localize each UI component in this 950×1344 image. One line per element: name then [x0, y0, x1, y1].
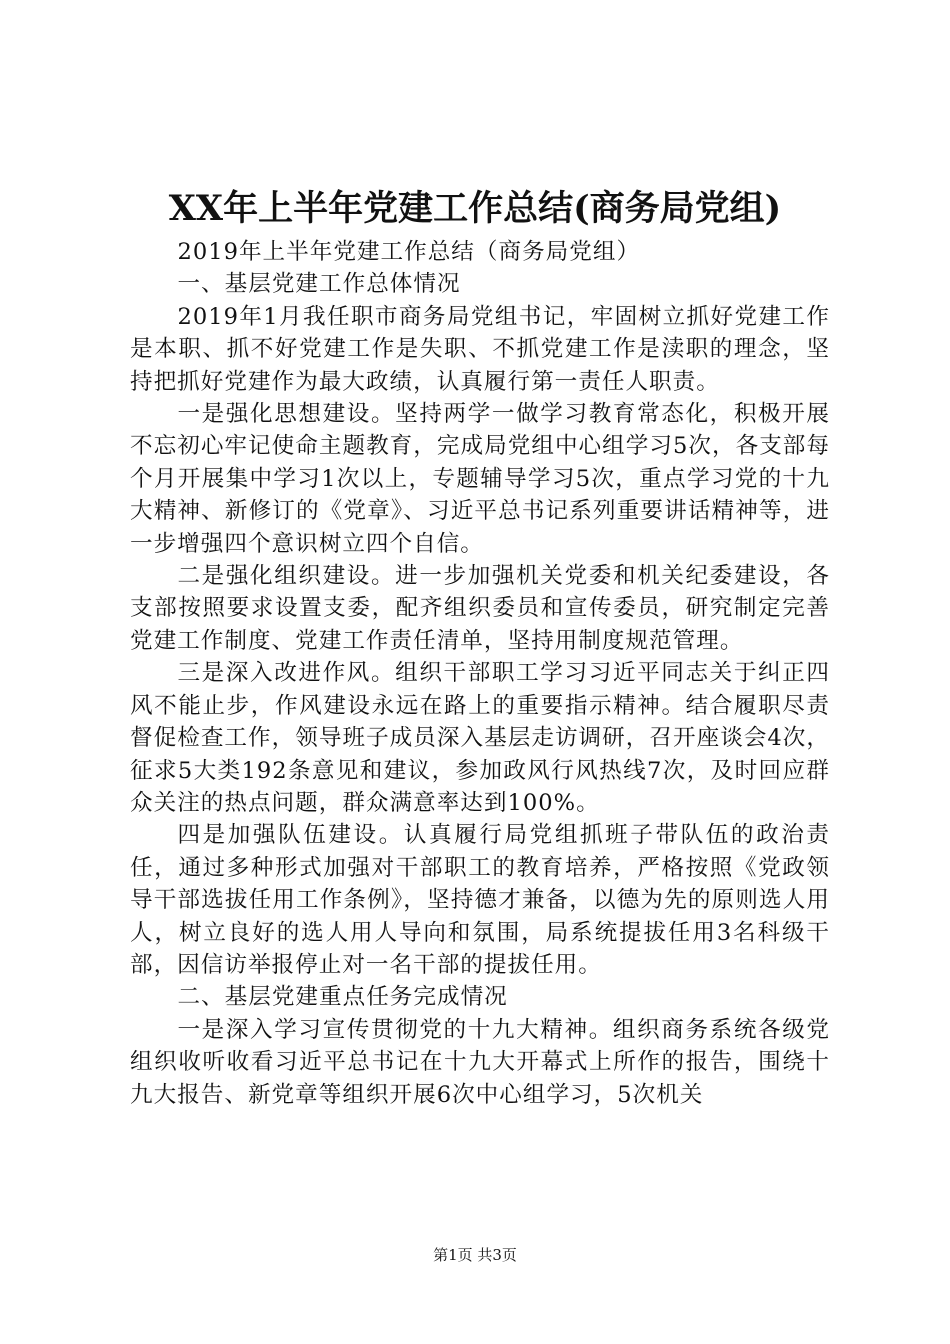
body-paragraph: 一是强化思想建设。坚持两学一做学习教育常态化，积极开展不忘初心牢记使命主题教育，完成局党组中心组学习5次，各支部每个月开展集中学习1次以上，专题辅导学习5次，重点学习党的十九大精神、新修订的《党章》、习近平总书记系列重要讲话精神等，进一步增强四个意识树立四个自信。: [130, 401, 830, 557]
section-heading-1: 一、基层党建工作总体情况: [177, 271, 461, 298]
body-paragraph: 一是深入学习宣传贯彻党的十九大精神。组织商务系统各级党组织收听收看习近平总书记在十九大开幕式上所作的报告，围绕十九大报告、新党章等组织开展6次中心组学习，5次机关: [130, 1016, 830, 1108]
body-paragraph: 三是深入改进作风。组织干部职工学习习近平同志关于纠正四风不能止步，作风建设永远在路上的重要指示精神。结合履职尽责督促检查工作，领导班子成员深入基层走访调研，召开座谈会4次，征求5大类192条意见和建议，参加政风行风热线7次，及时回应群众关注的热点问题，群众满意率达到100%。: [130, 660, 830, 816]
body-paragraph: 二是强化组织建设。进一步加强机关党委和机关纪委建设，各支部按照要求设置支委，配齐组织委员和宣传委员，研究制定完善党建工作制度、党建工作责任清单，坚持用制度规范管理。: [130, 563, 830, 654]
page-footer: 第1页 共3页: [433, 1246, 517, 1264]
document-title: XX年上半年党建工作总结(商务局党组): [168, 188, 782, 229]
subtitle-paragraph: 2019年上半年党建工作总结（商务局党组）: [177, 239, 641, 265]
body-paragraph: 四是加强队伍建设。认真履行局党组抓班子带队伍的政治责任，通过多种形式加强对干部职工的教育培养，严格按照《党政领导干部选拔任用工作条例》，坚持德才兼备，以德为先的原则选人用人，树立良好的选人用人导向和氛围，局系统提拔任用3名科级干部，因信访举报停止对一名干部的提拔任用。: [130, 822, 830, 978]
document-body: [130, 236, 830, 1111]
body-paragraph: 2019年1月我任职市商务局党组书记，牢固树立抓好党建工作是本职、抓不好党建工作是失职、不抓党建工作是渎职的理念，坚持把抓好党建作为最大政绩，认真履行第一责任人职责。: [130, 303, 830, 395]
section-heading-2: 二、基层党建重点任务完成情况: [177, 984, 508, 1011]
